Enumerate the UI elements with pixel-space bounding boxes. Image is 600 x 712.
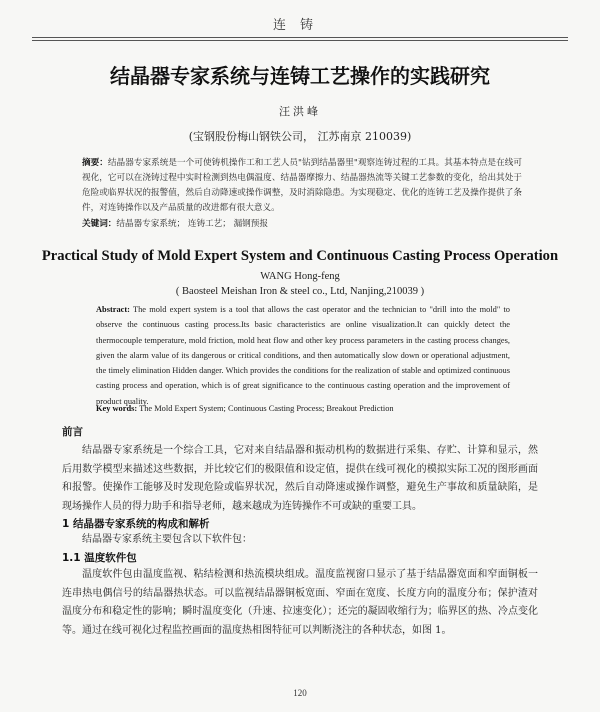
foreword-paragraph: 结晶器专家系统是一个综合工具，它对来自结晶器和振动机构的数据进行采集、存贮、计算和显示，然后用数学模型来描述这些数据，并比较它们的极限值和设定值，提供在线可视化的模拟实际工况的图形画面和报警。使操作工能够及时发现危险或临界状况，然后自动降速或操作调整，避免生产事故和质量缺陷，是现场操作人员的得力助手和指导老师，越来越成为连铸操作不可或缺的重要工具。 [62,445,538,512]
running-header: 连铸 [272,18,327,33]
keywords-cn [82,217,522,229]
abstract-cn [82,156,522,216]
keywords-cn-text: 结晶器专家系统； 连铸工艺； 漏钢预报 [116,219,268,229]
author-en: WANG Hong-feng [260,271,340,282]
abstract-en-label: Abstract: [96,305,130,314]
section-1-1-heading: 1.1 温度软件包 [62,552,137,564]
header-rule [32,37,568,41]
abstract-cn-text: 结晶器专家系统是一个可使铸机操作工和工艺人员"钻到结晶器里"观察连铸过程的工具。其基本特点是在线可视化，它可以在浇铸过程中实时检测到热电偶温度、结晶器摩擦力、结晶器热流等关键工艺参数的变化，给出其处于危险或临界状况的报警值，然后自动降速或操作调整，及时消除隐患。为实现稳定、优化的连铸工艺及操作提供了条件，对连铸操作以及产品质量的改进都有很大意义。 [82,158,522,213]
abstract-en [96,302,510,409]
abstract-cn-label: 摘要： [82,158,108,168]
section-1-1-paragraph: 温度软件包由温度监视、粘结检测和热流模块组成。温度监视窗口显示了基于结晶器宽面和窄面铜板一连串热电偶信号的结晶器热状态。可以监视结晶器铜板宽面、窄面在宽度、长度方向的温度分布；保护渣对温度分布和稳定性的影响；瞬时温度变化（升速、拉速变化）；还完的凝固收缩行为；临界区的热、冷点变化等。通过在线可视化过程监控画面的温度热相图特征可以判断浇注的各种状态，如图 1。 [62,569,538,636]
keywords-en-text: The Mold Expert System; Continuous Casting Process; Breakout Prediction [139,404,394,413]
keywords-cn-label: 关键词： [82,219,117,229]
page-number: 120 [293,688,307,698]
abstract-en-text: The mold expert system is a tool that allows the cast operator and the technician to "drill into the mold" to observe the continuous casting process.Its basic characteristics are online visualization.It can quickly detect the thermocouple temperature, mold friction, mold heat flow and other key process parameters in the casting process changes, given the alarm value of its dangerous or critical conditions, and then automatically slow down or operational adjustment, the timely elimination Hidden danger. Which provides the conditions for the realization of stable and optimized continuous casting process and operation, which is of great significance to the continuous casting operation and the improvement of product quality. [96,305,510,406]
section-1-paragraph: 结晶器专家系统主要包含以下软件包： [82,534,252,545]
foreword-heading: 前言 [62,426,83,438]
paper-title-cn: 结晶器专家系统与连铸工艺操作的实践研究 [110,64,490,88]
affiliation-en: ( Baosteel Meishan Iron & steel co., Ltd, Nanjing,210039 ) [175,286,425,297]
author-cn: 汪洪峰 [279,105,321,118]
affiliation-cn: (宝钢股份梅山钢铁公司， 江苏南京 210039) [188,130,412,143]
keywords-en [96,404,510,413]
section-1-heading: 1 结晶器专家系统的构成和解析 [62,518,210,530]
keywords-en-label: Key words: [96,404,138,413]
paper-title-en: Practical Study of Mold Expert System and Continuous Casting Process Operation [41,248,559,264]
